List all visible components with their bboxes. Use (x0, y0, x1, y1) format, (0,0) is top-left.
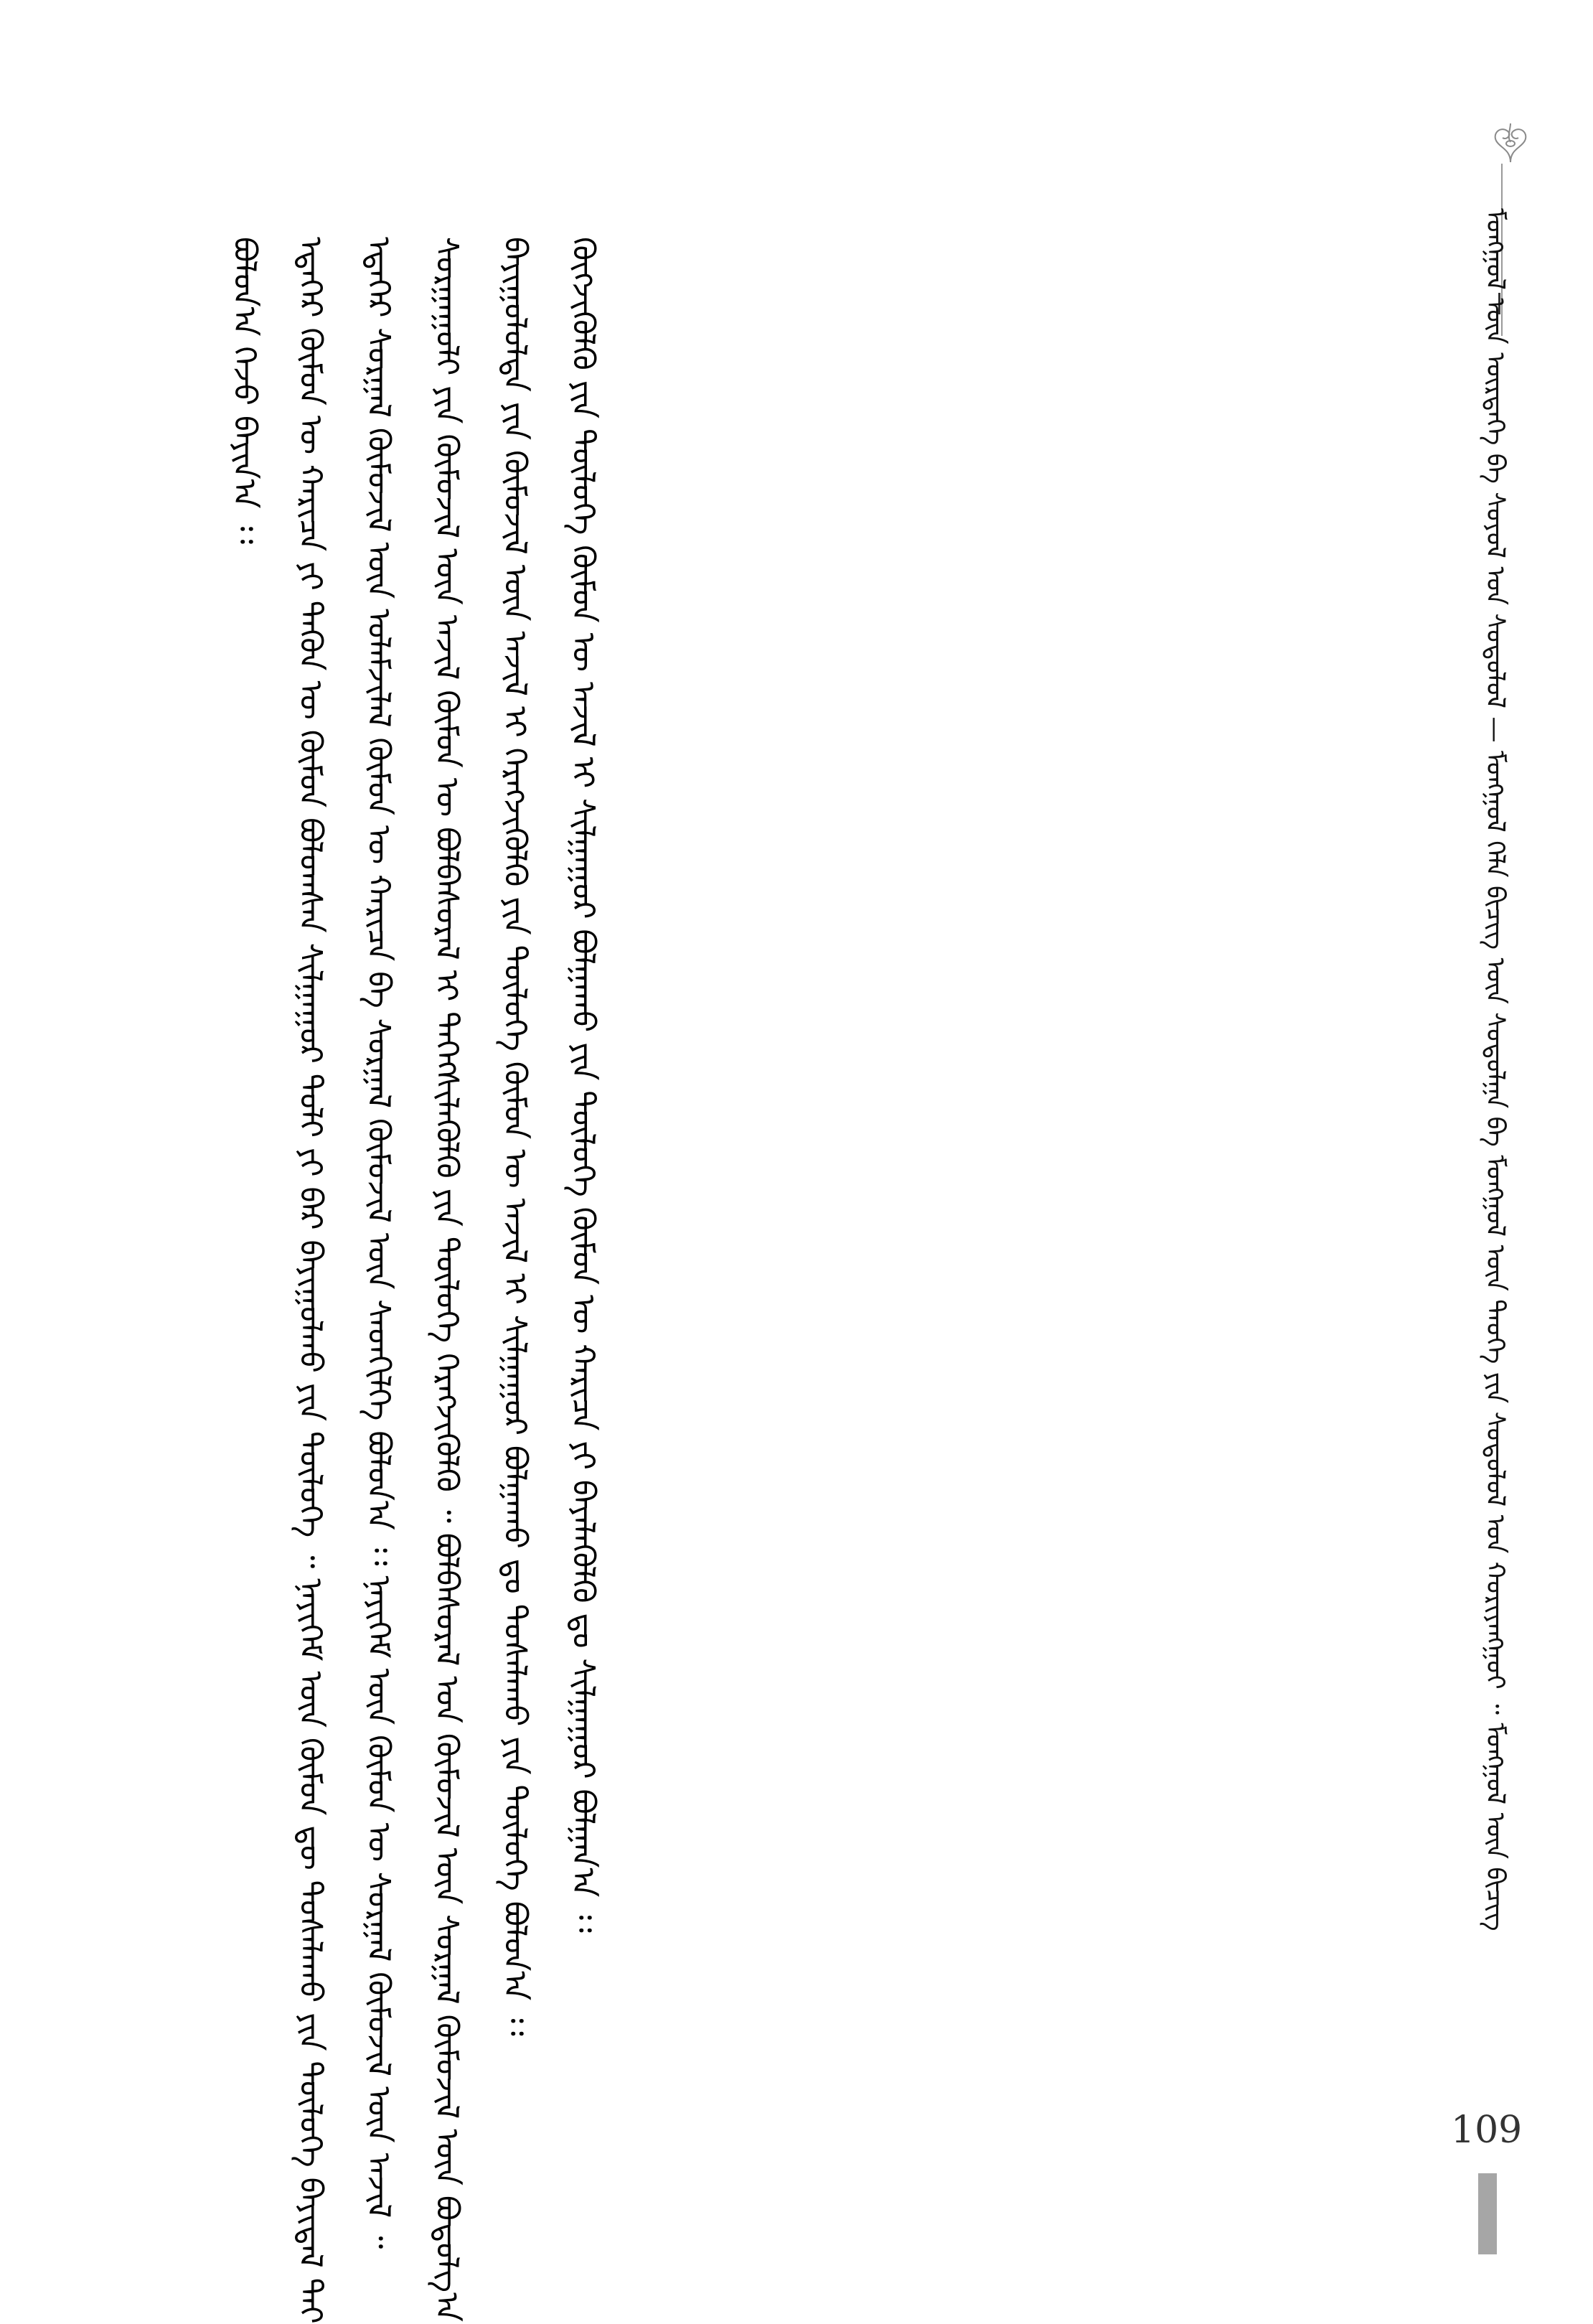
body-column-5: ᠪᠠᠶᠢᠭᠤᠯᠤᠯᠲᠠ ᠶᠢᠨ ᠬᠦᠮᠦᠵᠢᠯ ᠦᠨ ᠠᠵᠢᠯ ᠢ ᠬᠡᠷᠡᠭᠵᠢᠭᠦᠯᠬᠦ ᠶᠢᠨ ᠲᠥᠯᠥᠭᠡ ᠬᠦᠮᠦᠨ ᠦ ᠠᠵᠢᠯ ᠢ ᠰᠢᠯᠭᠠᠭᠤᠷ ᠪᠣᠯᠭᠠᠬᠤ ᠳᠤ ᠲᠤᠰᠠᠯᠠᠬᠤ ᠶᠢᠨ ᠲᠥᠯᠥᠭᠡ ᠪᠣᠯᠤᠨ᠎ᠠ ᠄᠄ (497, 237, 533, 2036)
body-column-3: ᠡᠳᠡᠭᠡᠷ ᠰᠤᠷᠭᠠᠯ ᠬᠦᠮᠦᠵᠢᠯ ᠦᠨ ᠤᠯᠠᠮᠵᠢᠯᠠᠯ ᠬᠦᠮᠦᠨ ᠦ ᠬᠠᠷᠢᠴᠠ ᠪᠠ ᠰᠤᠷᠭᠠᠯ ᠬᠦᠮᠦᠵᠢᠯ ᠦᠨ ᠰᠡᠳᠬᠢᠯᠭᠡ ᠪᠤᠯᠤᠨ᠎ᠠ ᠄᠄ ᠨᠡᠶᠢᠭᠡᠮ ᠦᠨ ᠬᠦᠮᠦᠨ ᠦ ᠰᠤᠷᠭᠠᠯ ᠬᠦᠮᠦᠵᠢᠯ ᠦᠨ ᠠᠵᠢᠯ ᠃ (360, 237, 397, 2249)
running-header: ᠮᠣᠩᠭᠣᠯ ᠦᠨ ᠦᠷᠲᠡᠭᠡ ᠪᠠ ᠰᠤᠶᠤᠯ ᠤᠨ ᠰᠤᠳᠤᠯᠤᠯ — ᠮᠣᠩᠭᠣᠯ ᠬᠡᠯᠡ ᠪᠢᠴᠢᠭ ᠦᠨ ᠰᠤᠳᠤᠯᠭᠠ ᠪᠠ ᠮᠣᠩᠭᠣᠯ ᠦᠨ ᠲᠡᠦᠬᠡ ᠶᠢᠨ ᠰᠤᠳᠤᠯᠤᠯ ᠤᠨ ᠬᠣᠷᠢᠶᠠᠩᠭᠤᠢ ᠃ ᠮᠣᠩᠭᠣᠯ ᠦᠨ ᠪᠢᠴᠢᠭ (1480, 208, 1510, 1931)
body-column-4: ᠰᠤᠷᠭᠠᠭᠤᠯᠢ ᠶᠢᠨ ᠬᠦᠮᠦᠵᠢᠯ ᠦᠨ ᠠᠵᠢᠯ ᠬᠦᠮᠦᠨ ᠦ ᠪᠣᠯᠪᠠᠰᠤᠷᠠᠯ ᠢ ᠳᠡᠭᠡᠭᠰᠢᠯᠡᠭᠦᠯᠬᠦ ᠶᠢᠨ ᠲᠥᠯᠥᠭᠡ ᠬᠡᠷᠡᠭᠵᠢᠭᠦᠯᠬᠦ ᠃ ᠪᠣᠯᠪᠠᠰᠤᠷᠠᠯ ᠤᠨ ᠬᠦᠮᠦᠵᠢᠯ ᠦᠨ ᠰᠤᠷᠭᠠᠯ ᠬᠦᠮᠦᠵᠢᠯ ᠦᠨ ᠪᠣᠳᠤᠯᠭ᠎ᠠ (428, 237, 465, 2322)
page-edge-tab (1478, 2173, 1497, 2254)
body-column-2: ᠡᠳᠡᠭᠡᠷ ᠬᠦᠮᠦᠨ ᠦ ᠬᠠᠷᠢᠴᠠ ᠶᠢ ᠲᠡᠭᠦᠨ ᠦ ᠬᠦᠮᠦᠨ ᠪᠣᠯᠣᠭᠰᠠᠨ ᠰᠢᠯᠭᠠᠭᠤᠷ ᠳᠣᠯᠢ ᠶᠢ ᠪᠡᠷ ᠪᠠᠶᠢᠭᠤᠯᠬᠤ ᠶᠢᠨ ᠲᠥᠯᠥᠭᠡ ᠃ ᠨᠡᠶᠢᠭᠡᠮ ᠦᠨ ᠬᠦᠮᠦᠨ ᠳᠦ ᠲᠤᠰᠠᠯᠠᠬᠤ ᠶᠢᠨ ᠲᠥᠯᠥᠭᠡ ᠪᠠᠶᠢᠳᠠᠯ ᠲᠠᠢ (292, 237, 329, 2324)
body-column-6: ᠬᠥᠭᠵᠢᠭᠦᠯᠬᠦ ᠶᠢᠨ ᠲᠥᠯᠥᠭᠡ ᠬᠦᠮᠦᠨ ᠦ ᠠᠵᠢᠯ ᠢ ᠰᠢᠯᠭᠠᠭᠤᠷ ᠪᠣᠯᠭᠠᠬᠤ ᠶᠢᠨ ᠲᠥᠯᠥᠭᠡ ᠬᠦᠮᠦᠨ ᠦ ᠬᠠᠷᠢᠴᠠ ᠶᠢ ᠪᠡᠶᠡᠯᠡᠭᠦᠯᠬᠦ ᠳᠤ ᠰᠢᠯᠭᠠᠭᠤᠷ ᠪᠣᠯᠭᠠᠨ᠎ᠠ ᠄᠄ (565, 237, 601, 1933)
body-column-1: ᠪᠤᠯᠤᠨ᠎ᠠ ᠭᠡᠵᠦ ᠪᠠᠶᠢᠨ᠎ᠠ ᠄᠄ (226, 237, 263, 544)
page-number: 109 (1451, 2109, 1523, 2152)
header-ornament-icon (1478, 121, 1543, 164)
